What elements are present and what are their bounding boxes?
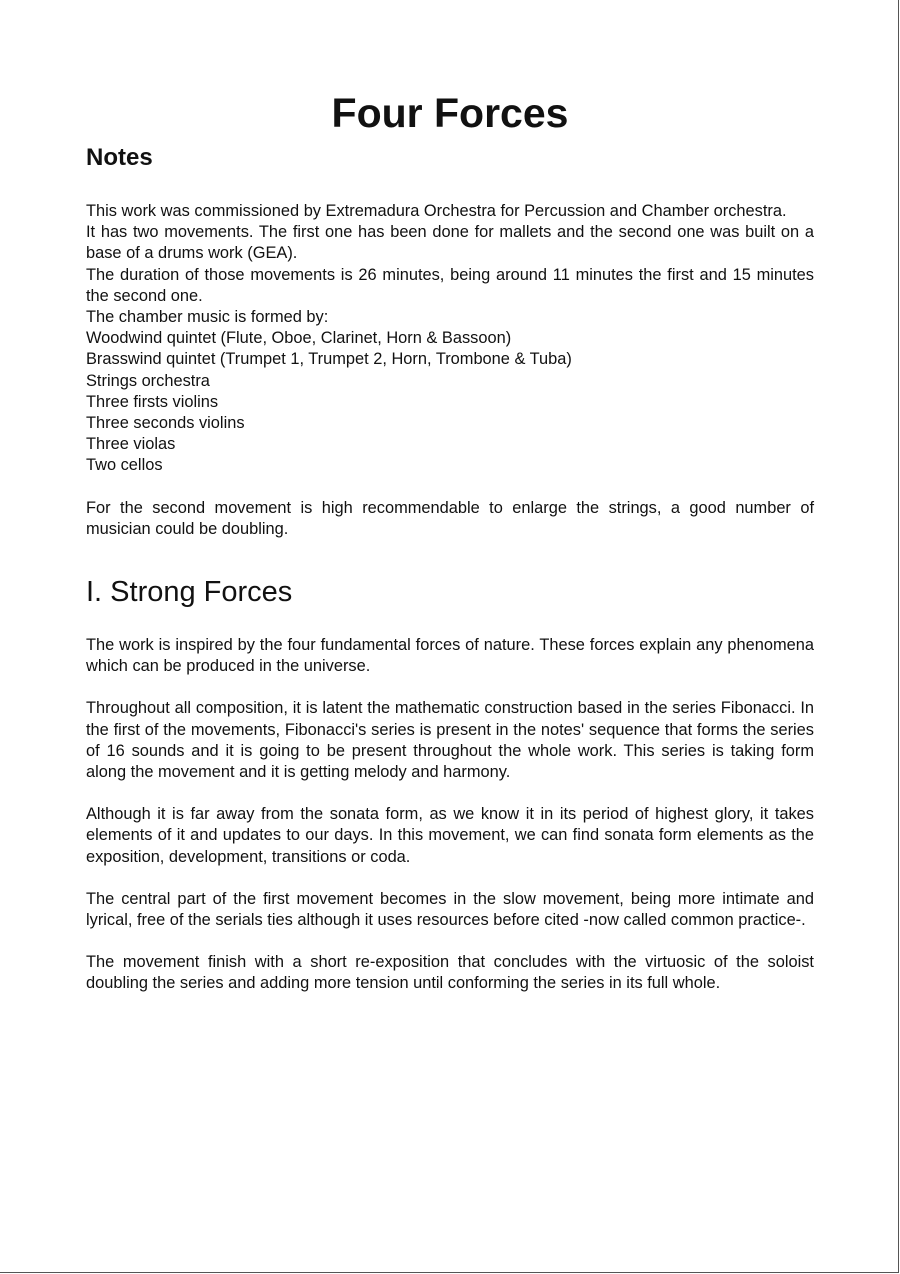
instrument-item: Three violas xyxy=(86,435,176,454)
document-title: Four Forces xyxy=(331,90,569,136)
strong-forces-section xyxy=(86,635,814,995)
instrument-item: Three firsts violins xyxy=(86,392,219,411)
page-content xyxy=(86,88,814,1016)
section-heading-strong-forces: I. Strong Forces xyxy=(86,576,293,609)
instrument-item: Brasswind quintet (Trumpet 1, Trumpet 2, Horn, Trombone & Tuba) xyxy=(86,350,572,369)
instrument-item: Three seconds violins xyxy=(86,414,245,433)
instrument-list-intro: The chamber music is formed by: xyxy=(86,308,329,327)
section-paragraph: The work is inspired by the four fundamental forces of nature. These forces explain any phenomena which can be produced in the universe. xyxy=(86,636,814,676)
notes-paragraph-1: This work was commissioned by Extremadura Orchestra for Percussion and Chamber orchestra. xyxy=(86,202,787,220)
instrument-item: Two cellos xyxy=(86,456,163,475)
notes-paragraph-4: For the second movement is high recommendable to enlarge the strings, a good number of musician could be doubling. xyxy=(86,498,814,538)
section-paragraph: The movement finish with a short re-exposition that concludes with the virtuosic of the soloist doubling the series and adding more tension until conforming the series in its full whole. xyxy=(86,953,814,993)
section-paragraph: Although it is far away from the sonata form, as we know it in its period of highest glory, it takes elements of it and updates to our days. In this movement, we can find sonata form elements as the exposition, development, transitions or coda. xyxy=(86,805,814,866)
section-paragraph: Throughout all composition, it is latent the mathematic construction based in the series Fibonacci. In the first of the movements, Fibonacci's series is present in the notes' sequence that forms the series of 16 sounds and it is going to be present throughout the whole work. This series is taking form along the movement and it is getting melody and harmony. xyxy=(86,699,814,782)
instrument-item: Strings orchestra xyxy=(86,371,210,390)
instrument-list xyxy=(86,328,814,476)
section-paragraph: The central part of the first movement becomes in the slow movement, being more intimate and lyrical, free of the serials ties although it uses resources before cited -now called common practice-. xyxy=(86,889,814,930)
instrument-item: Woodwind quintet (Flute, Oboe, Clarinet, Horn & Bassoon) xyxy=(86,329,512,348)
notes-paragraph-3: The duration of those movements is 26 minutes, being around 11 minutes the first and 15 minutes the second one. xyxy=(86,265,814,305)
notes-section xyxy=(86,201,814,540)
notes-paragraph-2: It has two movements. The first one has been done for mallets and the second one was built on a base of a drums work (GEA). xyxy=(86,223,814,263)
notes-heading: Notes xyxy=(86,144,153,171)
spacer xyxy=(86,477,814,498)
